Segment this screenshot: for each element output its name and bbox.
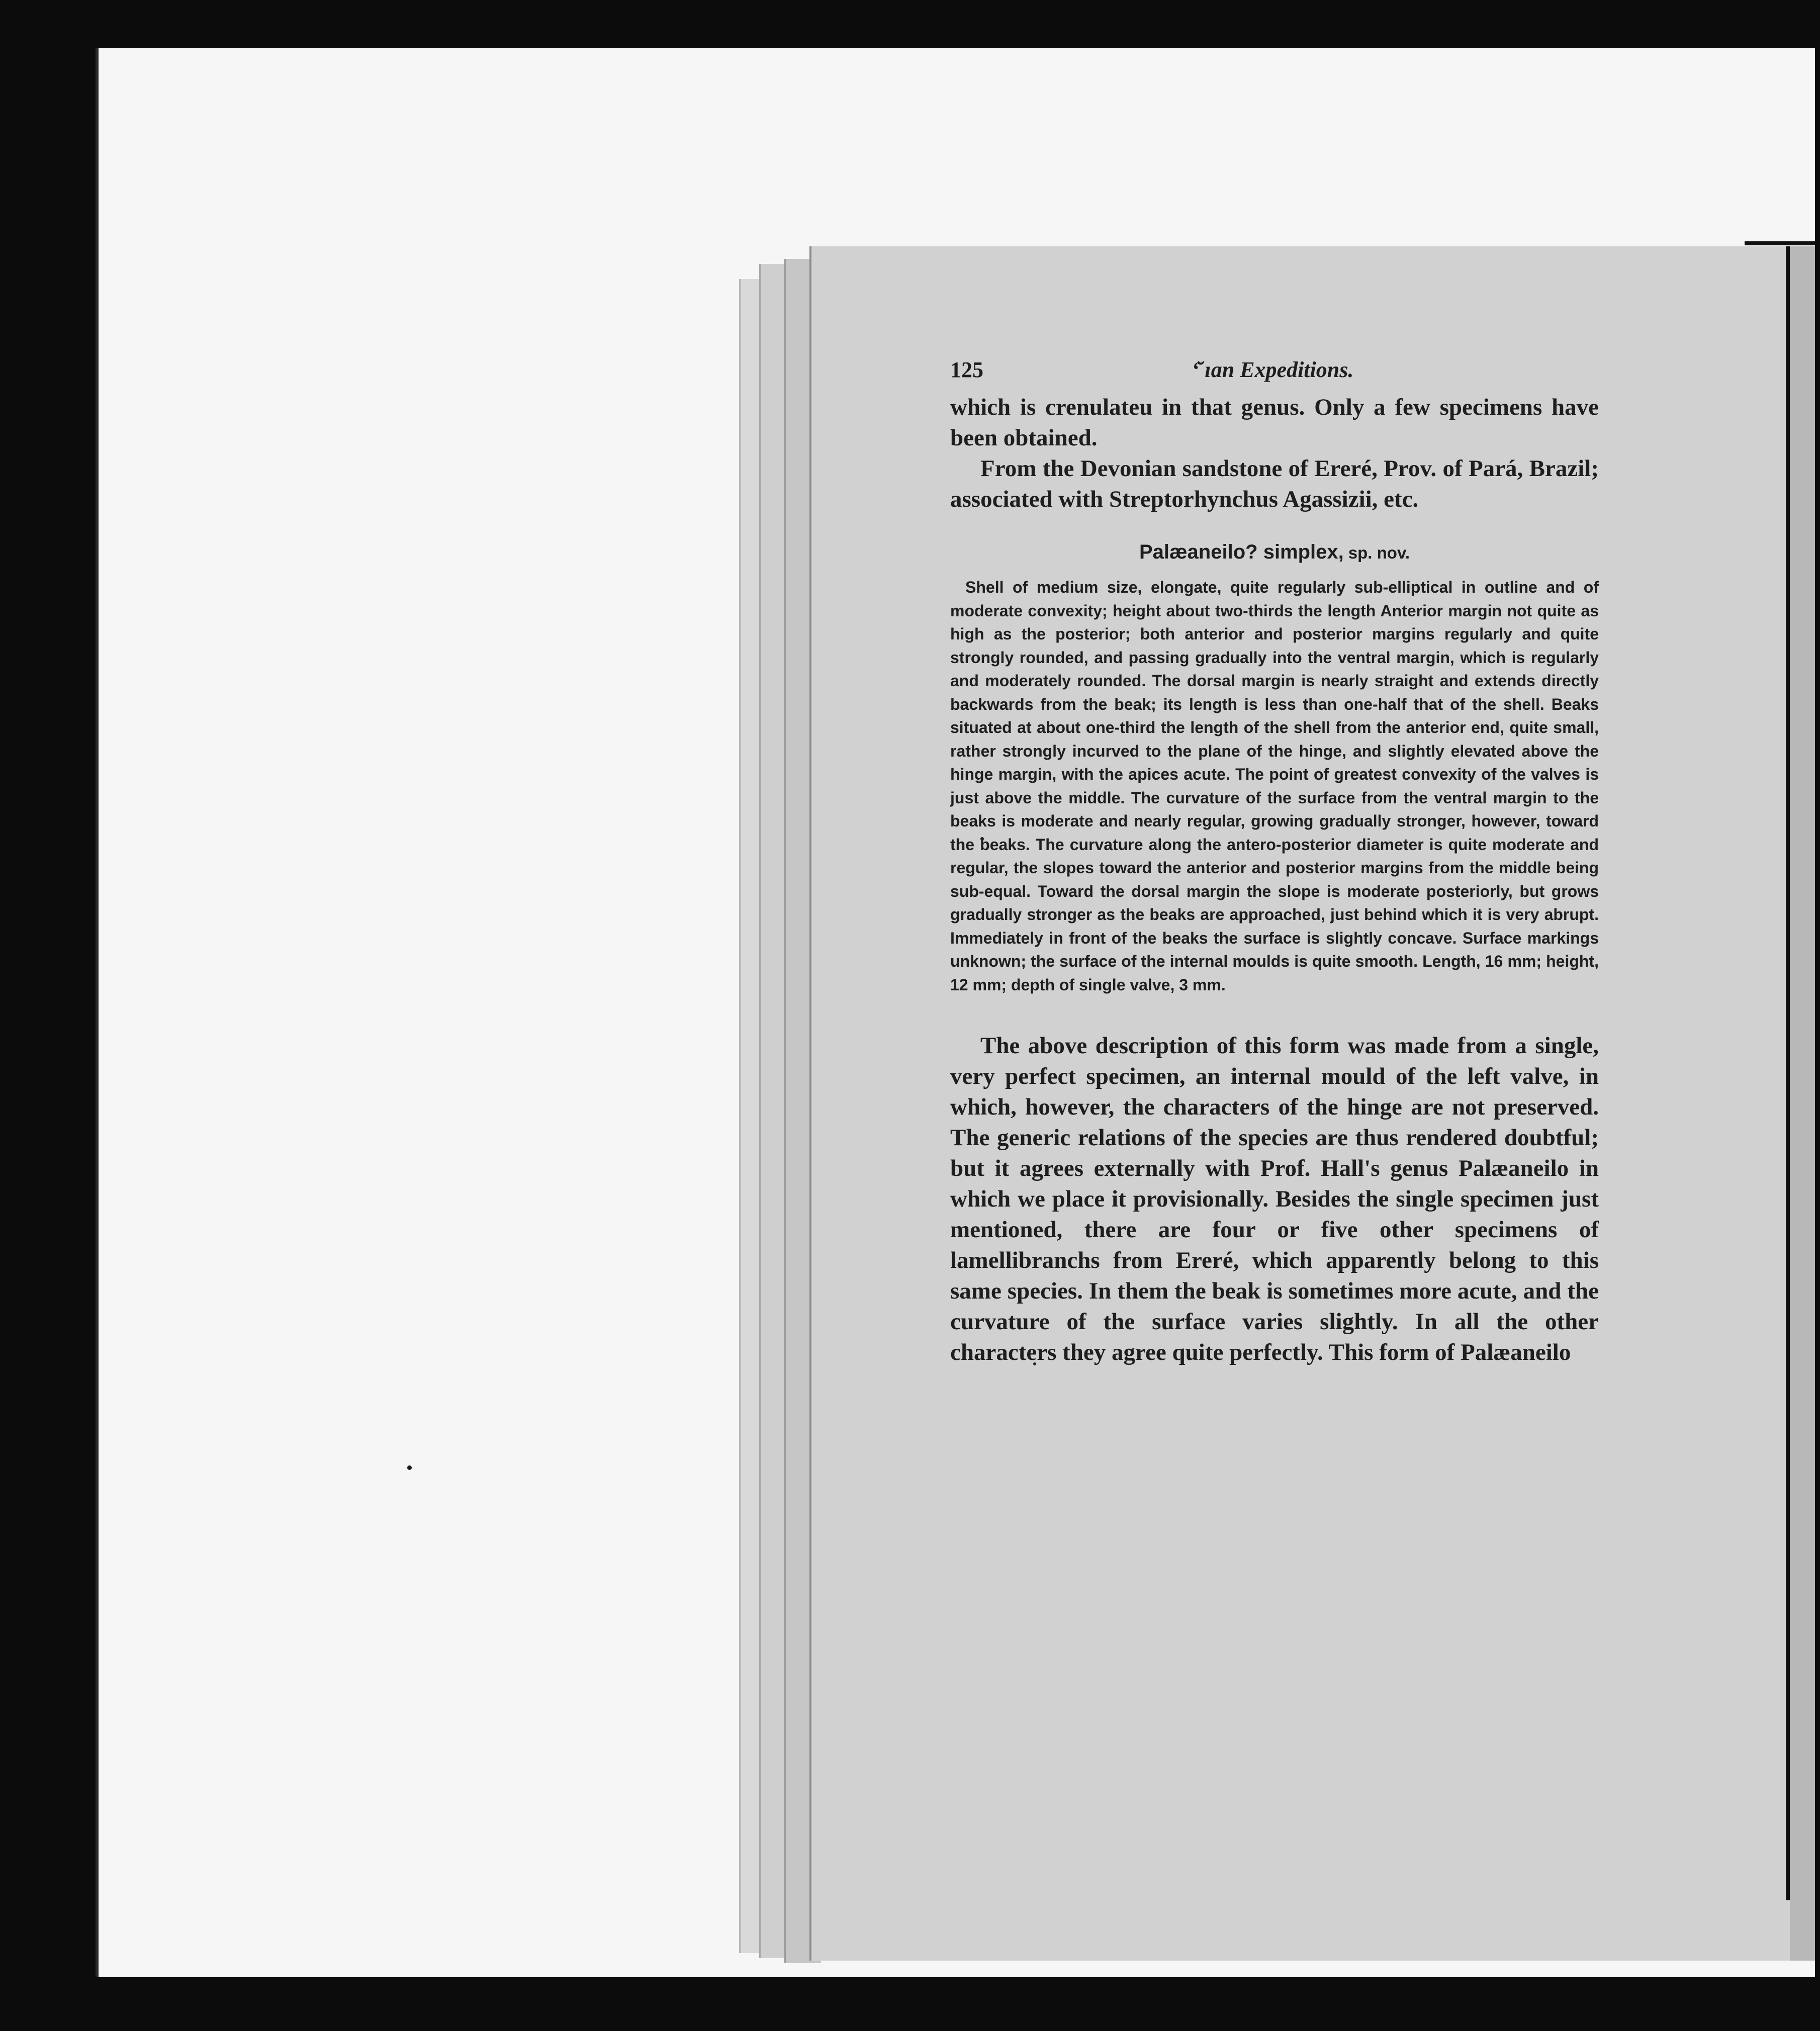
species-name: Palæaneilo? simplex, [1139, 541, 1344, 563]
page-content [950, 357, 1599, 1368]
species-suffix: sp. nov. [1348, 543, 1410, 562]
paragraph: The above description of this form was made from a single, very perfect specimen, an internal mould of the left valve, in which, however, the characters of the hinge are not preserved. The generic relations of the species are thus rendered doubtful; but it agrees externally with Prof. Hall's genus Palæaneilo in which we place it provisionally. Besides the single specimen just mentioned, there are four or five other specimens of lamellibranchs from Ereré, which apparently belong to this same species. In them the beak is sometimes more acute, and the curvature of the surface varies slightly. In all the other characters they agree quite perfectly. This form of Palæaneilo [950, 1033, 1599, 1365]
species-heading [950, 541, 1599, 564]
adjacent-page-edge [1790, 246, 1815, 1961]
species-description: Shell of medium size, elongate, quite regularly sub-elliptical in outline and of moderate convexity; height about two-thirds the length Anterior margin not quite as high as the posterior; both anterior and posterior margins regularly and quite strongly rounded, and passing gradually into the ventral margin, which is regularly and moderately rounded. The dorsal margin is nearly straight and extends directly backwards from the beak; its length is less than one-half that of the shell. Beaks situated at about one-third the length of the shell from the anterior end, quite small, rather strongly incurved to the plane of the hinge, and slightly elevated above the hinge margin, with the apices acute. The point of greatest convexity of the valves is just above the middle. The curvature of the surface from the ventral margin to the beaks is moderate and nearly regular, growing gradually stronger, however, toward the beaks. The curvature along the antero-posterior diameter is quite moderate and regular, the slopes toward the anterior and posterior margins from the middle being sub-equal. Toward the dorsal margin the slope is moderate posteriorly, but grows gradually stronger as the beaks are approached, just behind which it is very abrupt. Immediately in front of the beaks the surface is slightly concave. Surface markings unknown; the surface of the internal moulds is quite smooth. Length, 16 mm; height, 12 mm; depth of single valve, 3 mm. [950, 578, 1599, 994]
film-edge [96, 48, 99, 1977]
paragraph: From the Devonian sandstone of Ereré, Prov. of Pará, Brazil; associated with Streptorhynchus Agassizii, etc. [950, 455, 1599, 512]
page-header [950, 357, 1599, 392]
adjacent-page-rule [1786, 246, 1790, 1900]
running-head: ʻ̆ ɪan Expeditions. [1192, 357, 1354, 382]
adjacent-page-top-rule [1745, 241, 1815, 245]
paragraph: which is crenulateu in that genus. Only a few specimens have been obtained. [950, 394, 1599, 451]
page-number: 125 [950, 357, 983, 382]
film-speck [407, 1465, 412, 1470]
